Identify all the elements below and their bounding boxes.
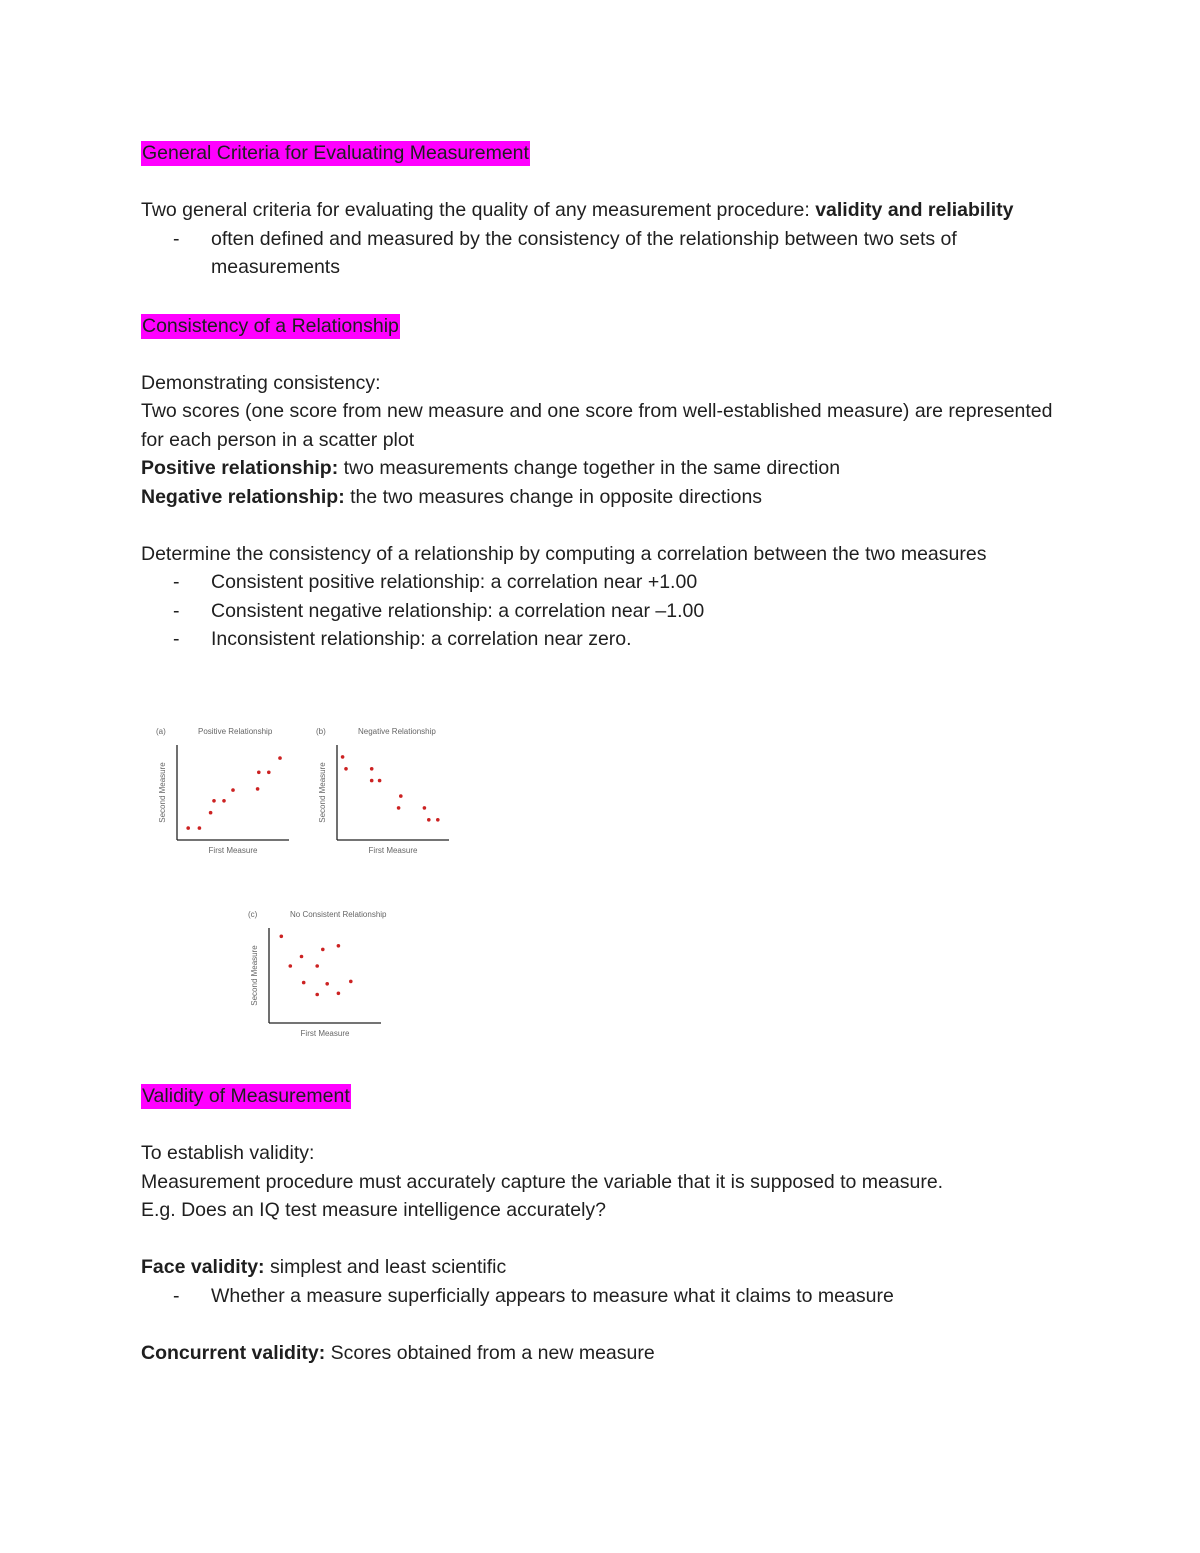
data-point xyxy=(370,767,374,771)
correlation-line: Determine the consistency of a relationship by computing a correlation between the two measures xyxy=(141,542,987,565)
data-point xyxy=(436,818,440,822)
panel-label: (c) xyxy=(248,910,258,919)
chart-title: No Consistent Relationship xyxy=(290,910,387,919)
face-validity-text: simplest and least scientific xyxy=(264,1256,507,1278)
y-axis-label: Second Measure xyxy=(250,945,259,1006)
face-validity-line xyxy=(141,1253,1061,1282)
bullet-text: often defined and measured by the consistency of the relationship between two sets of measurements xyxy=(211,227,957,278)
concurrent-validity-label: Concurrent validity: xyxy=(141,1341,326,1364)
scatter-figures xyxy=(150,722,470,1052)
face-validity-label: Face validity: xyxy=(141,1256,265,1278)
bullet-text: Inconsistent relationship: a correlation near zero. xyxy=(211,628,632,650)
negative-line xyxy=(141,483,1061,512)
data-point xyxy=(300,955,304,959)
criteria-bullets xyxy=(141,225,1061,282)
data-point xyxy=(397,806,401,810)
list-item xyxy=(141,568,1061,597)
data-point xyxy=(280,935,284,939)
data-point xyxy=(341,755,345,759)
data-point xyxy=(302,981,306,985)
y-axis-label: Second Measure xyxy=(318,762,327,823)
x-axis-label: First Measure xyxy=(208,846,258,855)
correlation-bullets xyxy=(141,568,1061,654)
concurrent-validity-text: Scores obtained from a new measure xyxy=(325,1341,655,1364)
data-point xyxy=(256,787,260,791)
section-general-criteria xyxy=(141,139,1061,282)
x-axis-label: First Measure xyxy=(368,846,418,855)
data-point xyxy=(212,799,216,803)
data-point xyxy=(222,799,226,803)
heading-general-criteria: General Criteria for Evaluating Measurement xyxy=(142,142,529,164)
demonstrating-line: Demonstrating consistency: xyxy=(141,371,381,394)
chart-title: Negative Relationship xyxy=(358,727,436,736)
data-point xyxy=(257,771,261,775)
criteria-bold: validity and reliability xyxy=(815,199,1014,221)
data-point xyxy=(267,771,271,775)
bullet-text: Consistent negative relationship: a correlation near –1.00 xyxy=(211,599,705,622)
bullet-mark: - xyxy=(173,628,180,650)
data-point xyxy=(315,993,319,997)
establish-line: To establish validity: xyxy=(141,1142,315,1164)
data-point xyxy=(198,826,202,830)
example-line: E.g. Does an IQ test measure intelligence accurately? xyxy=(141,1199,606,1221)
data-point xyxy=(231,788,235,792)
positive-line xyxy=(141,454,1061,483)
data-point xyxy=(378,779,382,783)
positive-text: two measurements change together in the same direction xyxy=(338,457,841,479)
scatter-chart-positive xyxy=(150,722,300,862)
positive-label: Positive relationship: xyxy=(141,457,339,479)
bullet-text: Consistent positive relationship: a correlation near +1.00 xyxy=(211,571,698,593)
bullet-mark: - xyxy=(173,571,180,593)
bullet-mark: - xyxy=(173,1284,180,1307)
negative-label: Negative relationship: xyxy=(141,485,345,508)
data-point xyxy=(278,756,282,760)
heading-consistency: Consistency of a Relationship xyxy=(142,314,399,337)
data-point xyxy=(186,826,190,830)
y-axis-label: Second Measure xyxy=(158,762,167,823)
bullet-mark: - xyxy=(173,599,180,622)
criteria-text: Two general criteria for evaluating the quality of any measurement procedure: xyxy=(141,199,816,221)
data-point xyxy=(423,806,427,810)
chart-title: Positive Relationship xyxy=(198,727,273,736)
scatter-chart-negative xyxy=(310,722,460,862)
data-point xyxy=(370,779,374,783)
data-point xyxy=(337,944,341,948)
panel-label: (a) xyxy=(156,727,166,736)
face-validity-bullets xyxy=(141,1282,1061,1311)
section-consistency xyxy=(141,312,1061,654)
data-point xyxy=(289,964,293,968)
x-axis-label: First Measure xyxy=(300,1029,350,1038)
bullet-mark: - xyxy=(173,227,180,250)
negative-text: the two measures change in opposite directions xyxy=(344,485,763,508)
criteria-paragraph xyxy=(141,196,1061,225)
concurrent-validity-line xyxy=(141,1339,1061,1368)
bullet-text: Whether a measure superficially appears to measure what it claims to measure xyxy=(211,1284,894,1307)
data-point xyxy=(321,948,325,952)
procedure-line: Measurement procedure must accurately capture the variable that it is supposed to measure. xyxy=(141,1170,944,1193)
data-point xyxy=(325,982,329,986)
scatter-chart-no-relationship xyxy=(242,905,392,1045)
list-item xyxy=(141,625,1061,654)
list-item xyxy=(141,225,1061,282)
heading-validity: Validity of Measurement xyxy=(142,1085,350,1107)
data-point xyxy=(427,818,431,822)
list-item xyxy=(141,597,1061,626)
panel-label: (b) xyxy=(316,727,326,736)
document-body xyxy=(141,139,1061,654)
data-point xyxy=(337,992,341,996)
list-item xyxy=(141,1282,1061,1311)
data-point xyxy=(315,964,319,968)
scores-line: Two scores (one score from new measure and one score from well-established measure) are represented for each person in a scatter plot xyxy=(141,400,1053,451)
data-point xyxy=(209,811,213,815)
data-point xyxy=(344,767,348,771)
section-validity xyxy=(141,1082,1061,1367)
data-point xyxy=(399,794,403,798)
data-point xyxy=(349,980,353,984)
